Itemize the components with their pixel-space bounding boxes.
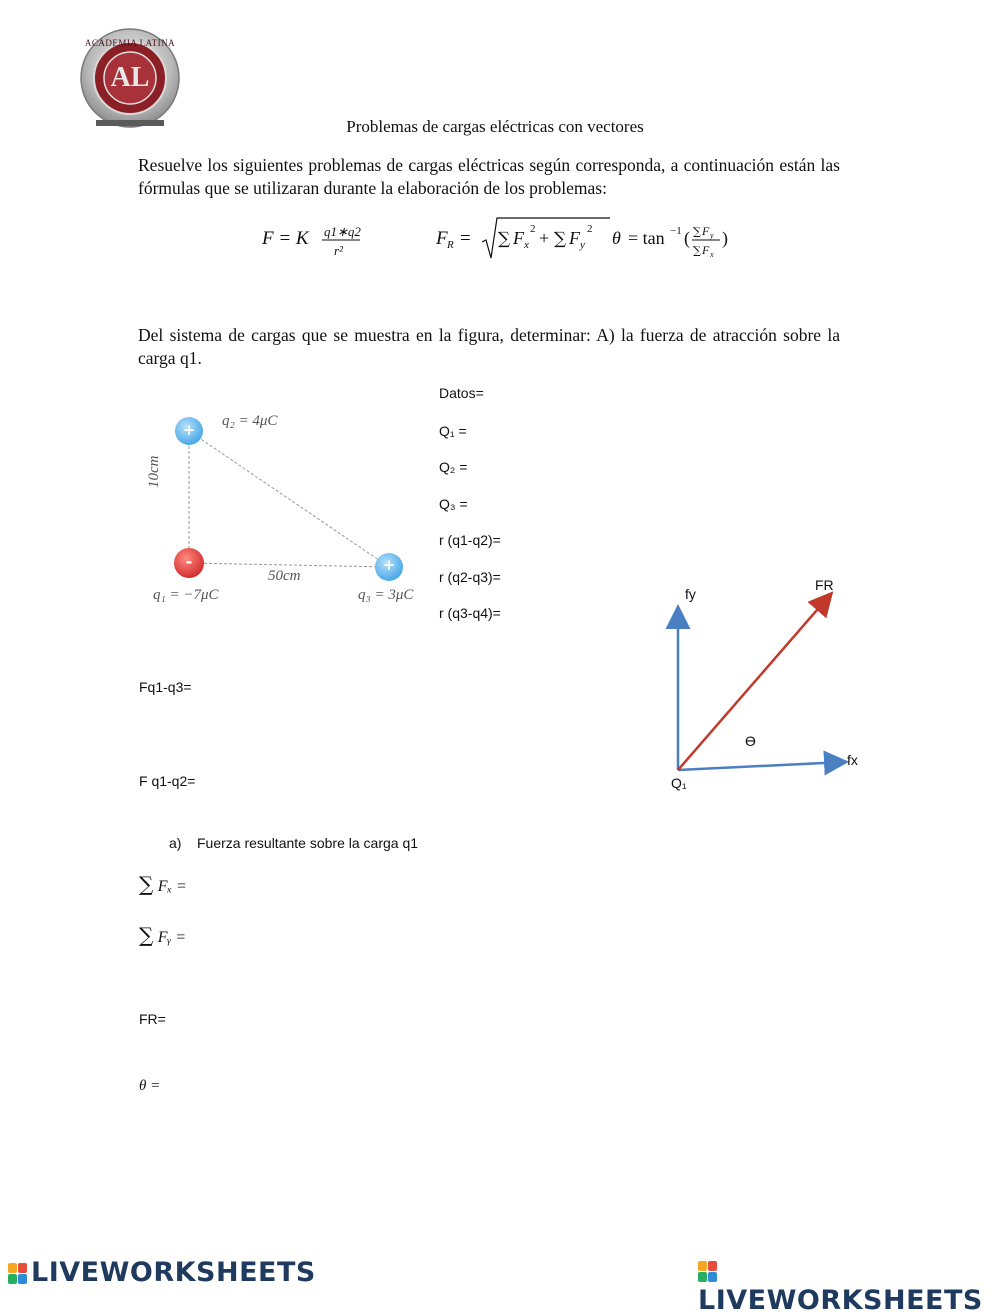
svg-text:∑: ∑ (693, 244, 701, 257)
horizontal-distance-label: 50cm (268, 568, 301, 584)
sigma-icon: ∑ (139, 923, 154, 947)
svg-text:q1∗q2: q1∗q2 (324, 224, 361, 239)
theta-label: ϴ (745, 733, 756, 749)
section-a-label: Fuerza resultante sobre la carga q1 (197, 835, 419, 851)
svg-text:x: x (524, 239, 529, 251)
svg-text:): ) (722, 228, 728, 248)
force-q1-q2-label: F q1-q2= (139, 773, 196, 789)
datos-item: Q₂ = (439, 459, 468, 475)
side-q1-q3 (189, 563, 389, 567)
sum-fy-label: Fᵧ = (157, 929, 186, 946)
svg-text:R: R (447, 239, 454, 251)
side-q2-q3 (189, 431, 389, 567)
footer-brand-text: LIVEWORKSHEETS (31, 1257, 316, 1288)
datos-item: Q₁ = (439, 423, 467, 439)
datos-item: r (q1-q2)= (439, 532, 501, 548)
section-a-marker: a) (169, 835, 182, 851)
fy-label: fy (685, 586, 696, 602)
page-title: Problemas de cargas eléctricas con vectores (346, 117, 644, 136)
liveworksheets-logo-icon (8, 1263, 28, 1285)
svg-text:2: 2 (587, 223, 593, 235)
q1-label: q₁ = −7μC (153, 587, 219, 603)
svg-text:∑: ∑ (554, 229, 567, 249)
fr-label: FR (815, 577, 834, 593)
svg-text:∑: ∑ (693, 225, 701, 238)
coulomb-formula (262, 222, 372, 262)
svg-text:(: ( (684, 228, 690, 248)
svg-text:= tan: = tan (628, 228, 665, 248)
resultant-formula (436, 212, 746, 264)
svg-text:y: y (710, 231, 714, 240)
svg-text:F: F (702, 224, 710, 238)
svg-text:F: F (569, 228, 580, 248)
svg-text:=: = (460, 228, 471, 249)
svg-text:F: F (513, 228, 524, 248)
svg-text:y: y (580, 239, 585, 251)
q3-label: q₃ = 3μC (358, 587, 414, 603)
logo-text: ACADEMIA LATINA (84, 38, 176, 48)
datos-item: r (q3-q4)= (439, 605, 501, 621)
q3-plus-sign: + (382, 556, 396, 574)
fx-label: fx (847, 752, 858, 768)
footer-brand-right (698, 1256, 1000, 1316)
intro-paragraph: Resuelve los siguientes problemas de cargas eléctricas según corresponda, a continuación están las fórmulas que se utilizaran durante la elaboración de los problemas: (138, 155, 840, 198)
origin-label: Q₁ (671, 775, 687, 791)
svg-text:∑: ∑ (498, 229, 511, 249)
datos-heading: Datos= (439, 385, 484, 401)
svg-text:−1: −1 (670, 225, 682, 237)
svg-text:r²: r² (334, 243, 343, 258)
datos-item: Q₃ = (439, 496, 468, 512)
sum-fy-row (139, 923, 186, 947)
force-q1-q3-label: Fq1-q3= (139, 679, 192, 695)
q2-label: q₂ = 4μC (222, 413, 278, 429)
svg-text:F: F (436, 228, 448, 249)
fx-axis-arrow (678, 762, 844, 770)
q1-minus-sign: - (185, 552, 193, 571)
svg-text:+: + (539, 228, 550, 248)
sum-fx-row (139, 872, 187, 896)
svg-text:F = K: F = K (262, 228, 309, 249)
q2-plus-sign: + (182, 421, 196, 439)
datos-item: r (q2-q3)= (439, 569, 501, 585)
liveworksheets-logo-icon (698, 1261, 718, 1283)
svg-text:F: F (702, 243, 710, 257)
footer-brand-text: LIVEWORKSHEETS (698, 1285, 983, 1316)
problem-statement: Del sistema de cargas que se muestra en la figura, determinar: A) la fuerza de atracción sobre la carga q1. (138, 325, 840, 368)
fr-result-label: FR= (139, 1011, 166, 1027)
footer-brand-left (8, 1258, 316, 1288)
sigma-icon: ∑ (139, 872, 154, 896)
svg-text:θ: θ (612, 228, 621, 248)
logo-initials: AL (110, 62, 150, 93)
svg-text:2: 2 (530, 223, 536, 235)
theta-result-label: θ = (139, 1078, 161, 1094)
vertical-distance-label: 10cm (146, 455, 162, 488)
svg-text:x: x (710, 250, 714, 259)
sum-fx-label: Fₓ = (157, 878, 187, 895)
